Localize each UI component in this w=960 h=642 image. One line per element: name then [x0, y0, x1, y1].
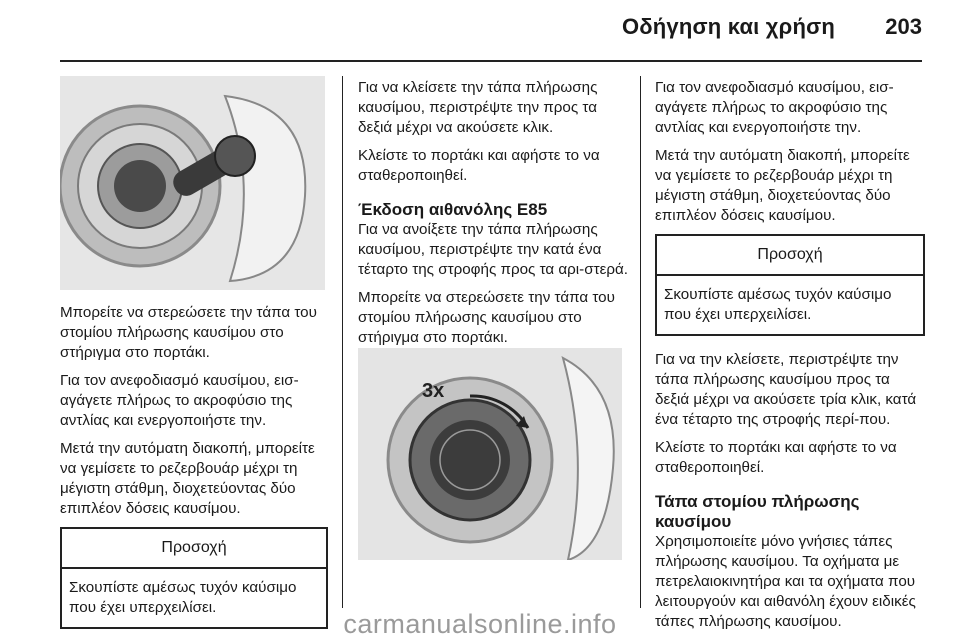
caution-box	[655, 234, 925, 336]
fuel-cap-drawing	[60, 76, 325, 290]
header-divider	[60, 60, 922, 62]
paragraph: Χρησιμοποιείτε μόνο γνήσιες τάπες πλήρωσης καυσίμου. Τα οχήματα με πετρελαιοκινητήρα και τα οχήματα που λειτουργούν και αιθανόλη έχουν ειδικές τάπες πλήρωσης καυσίμου.	[655, 533, 916, 630]
caution-title: Προσοχή	[62, 529, 326, 569]
column-1	[60, 303, 328, 629]
fuel-door-illustration	[60, 76, 325, 290]
paragraph: Μπορείτε να στερεώσετε την τάπα του στομίου πλήρωσης καυσίμου στο στήριγμα στο πορτάκι.	[358, 289, 615, 346]
paragraph: Μπορείτε να στερεώσετε την τάπα του στομίου πλήρωσης καυσίμου στο στήριγμα στο πορτάκι.	[60, 304, 317, 361]
paragraph: Για τον ανεφοδιασμό καυσίμου, εισ-αγάγετε πλήρως το ακροφύσιο της αντλίας και ενεργοποιήστε την.	[655, 79, 894, 136]
caution-text: Σκουπίστε αμέσως τυχόν καύσιμο που έχει υπερχειλίσει.	[69, 579, 297, 616]
watermark: carmanualsonline.info	[343, 609, 617, 639]
paragraph: Για τον ανεφοδιασμό καυσίμου, εισ-αγάγετε πλήρως το ακροφύσιο της αντλίας και ενεργοποιήστε την.	[60, 372, 299, 429]
column-divider	[342, 76, 343, 608]
paragraph: Για να κλείσετε την τάπα πλήρωσης καυσίμου, περιστρέψτε την προς τα δεξιά μέχρι να ακούσετε κλικ.	[358, 79, 598, 136]
column-divider	[640, 76, 641, 608]
e85-fuel-cap-illustration	[358, 348, 622, 560]
paragraph: Κλείστε το πορτάκι και αφήστε το να σταθεροποιηθεί.	[655, 439, 897, 476]
paragraph: Για να την κλείσετε, περιστρέψτε την τάπα πλήρωσης καυσίμου προς τα δεξιά μέχρι να ακούσετε τρία κλικ, κατά ένα τέταρτο της στροφής περί-που.	[655, 351, 917, 428]
paragraph: Μετά την αυτόματη διακοπή, μπορείτε να γεμίσετε το ρεζερβουάρ μέχρι τη μέγιστη στάθμη, διοχετεύοντας δύο επιπλέον δόσεις καυσίμου.	[60, 440, 315, 517]
column-2	[358, 78, 628, 356]
page-number: 203	[885, 14, 922, 39]
caution-text: Σκουπίστε αμέσως τυχόν καύσιμο που έχει υπερχειλίσει.	[664, 286, 892, 323]
caution-title: Προσοχή	[657, 236, 923, 276]
section-heading: Τάπα στομίου πλήρωσης καυσίμου	[655, 492, 860, 531]
page-title: Οδήγηση και χρήση	[621, 14, 835, 39]
column-3	[655, 78, 925, 640]
paragraph: Μετά την αυτόματη διακοπή, μπορείτε να γεμίσετε το ρεζερβουάρ μέχρι τη μέγιστη στάθμη, διοχετεύοντας δύο επιπλέον δόσεις καυσίμου.	[655, 147, 910, 224]
paragraph: Κλείστε το πορτάκι και αφήστε το να σταθεροποιηθεί.	[358, 147, 600, 184]
paragraph: Για να ανοίξετε την τάπα πλήρωσης καυσίμου, περιστρέψτε την κατά ένα τέταρτο της στροφής προς τα αρι-στερά.	[358, 221, 629, 278]
section-heading: Έκδοση αιθανόλης E85	[358, 200, 548, 219]
figure-label: 3x	[422, 380, 445, 402]
e85-cap-drawing	[358, 348, 622, 560]
